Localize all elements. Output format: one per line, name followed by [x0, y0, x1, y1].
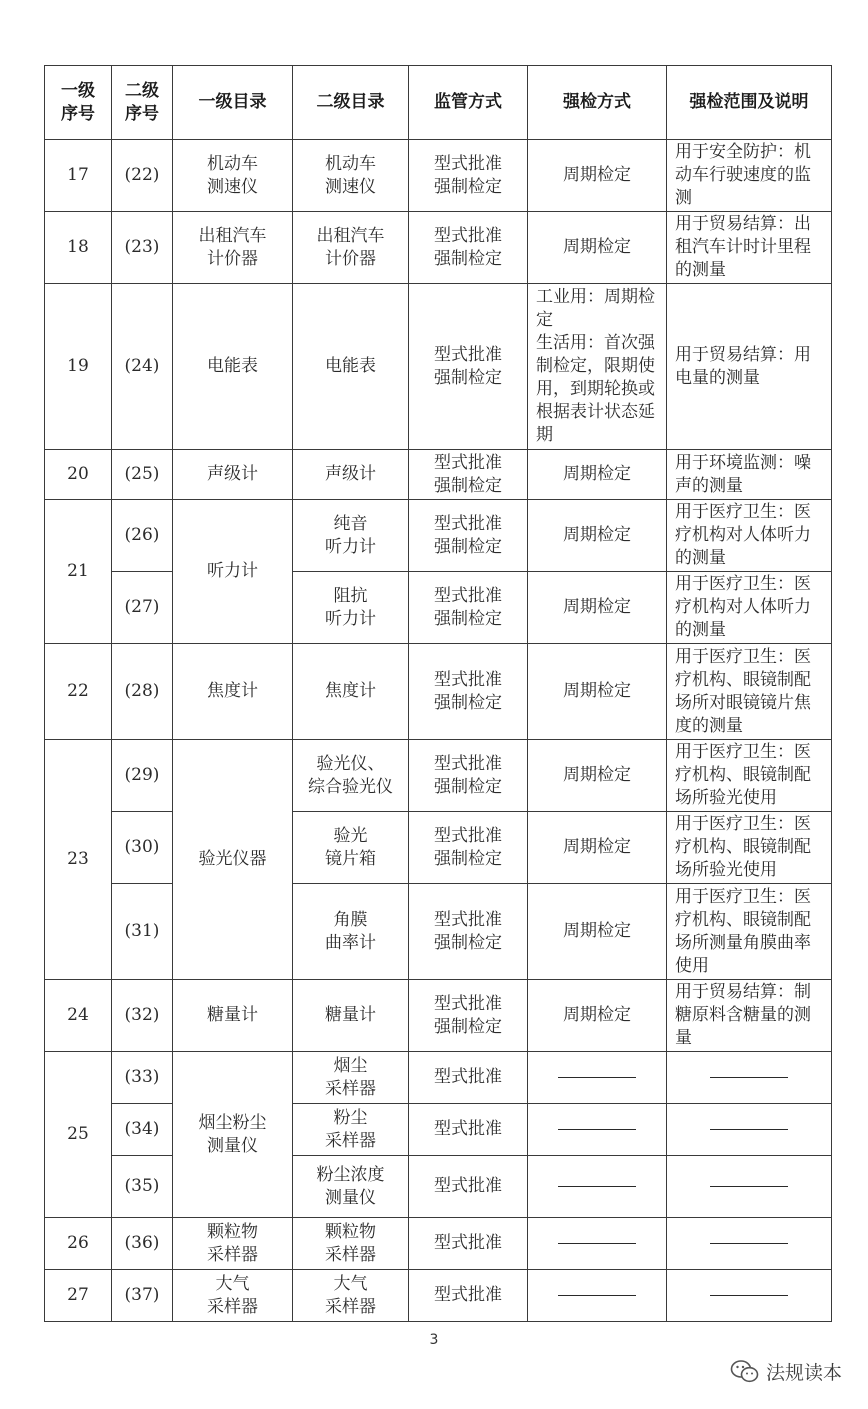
table-row: [45, 1156, 832, 1218]
table-row: [45, 212, 832, 284]
page-number: 3: [429, 1332, 439, 1348]
inspection-method-cell: 周期检定: [528, 980, 667, 1052]
inspection-method-cell: [528, 1270, 667, 1322]
scope-description-cell: [667, 1104, 832, 1156]
supervision-cell: 型式批准 强制检定: [409, 450, 528, 500]
level1-number-cell: 26: [45, 1218, 112, 1270]
level1-catalog-cell: 焦度计: [173, 644, 293, 740]
supervision-cell: 型式批准: [409, 1218, 528, 1270]
level1-number-cell: 19: [45, 284, 112, 450]
dash-line: [710, 1243, 788, 1244]
column-header: 一级 序号: [45, 66, 112, 140]
scope-description-cell: [667, 1052, 832, 1104]
inspection-method-cell: 周期检定: [528, 572, 667, 644]
supervision-cell: 型式批准 强制检定: [409, 740, 528, 812]
table-row: [45, 812, 832, 884]
scope-description-cell: [667, 1270, 832, 1322]
dash-line: [558, 1129, 636, 1130]
level1-number-cell: 24: [45, 980, 112, 1052]
supervision-cell: 型式批准 强制检定: [409, 884, 528, 980]
scope-description-cell: 用于环境监测：噪声的测量: [667, 450, 832, 500]
level2-number-cell: (31): [112, 884, 173, 980]
table-row: [45, 140, 832, 212]
level2-catalog-cell: 糖量计: [293, 980, 409, 1052]
supervision-cell: 型式批准: [409, 1104, 528, 1156]
supervision-cell: 型式批准 强制检定: [409, 500, 528, 572]
watermark-text: 法规读本: [765, 1362, 842, 1384]
scope-description-cell: 用于安全防护：机动车行驶速度的监测: [667, 140, 832, 212]
level2-catalog-cell: 验光 镜片箱: [293, 812, 409, 884]
inspection-method-cell: [528, 1218, 667, 1270]
scope-description-cell: 用于贸易结算：用电量的测量: [667, 284, 832, 450]
table-row: [45, 740, 832, 812]
header-row: [45, 66, 832, 140]
level2-number-cell: (28): [112, 644, 173, 740]
level2-number-cell: (33): [112, 1052, 173, 1104]
level2-number-cell: (25): [112, 450, 173, 500]
level2-number-cell: (29): [112, 740, 173, 812]
column-header: 监管方式: [409, 66, 528, 140]
level2-catalog-cell: 粉尘 采样器: [293, 1104, 409, 1156]
level2-number-cell: (35): [112, 1156, 173, 1218]
table-row: [45, 572, 832, 644]
inspection-method-cell: [528, 1156, 667, 1218]
wechat-icon: [730, 1359, 760, 1385]
table-header: [45, 66, 832, 140]
level2-number-cell: (26): [112, 500, 173, 572]
supervision-cell: 型式批准 强制检定: [409, 644, 528, 740]
level2-number-cell: (37): [112, 1270, 173, 1322]
level1-number-cell: 23: [45, 740, 112, 980]
level2-number-cell: (24): [112, 284, 173, 450]
level1-catalog-cell: 烟尘粉尘 测量仪: [173, 1052, 293, 1218]
level1-catalog-cell: 电能表: [173, 284, 293, 450]
inspection-method-cell: 周期检定: [528, 812, 667, 884]
level2-catalog-cell: 烟尘 采样器: [293, 1052, 409, 1104]
supervision-cell: 型式批准: [409, 1052, 528, 1104]
level1-number-cell: 21: [45, 500, 112, 644]
supervision-cell: 型式批准 强制检定: [409, 980, 528, 1052]
level1-number-cell: 20: [45, 450, 112, 500]
level1-number-cell: 17: [45, 140, 112, 212]
inspection-method-cell: 工业用：周期检定 生活用：首次强制检定，限期使用，到期轮换或根据表计状态延期: [528, 284, 667, 450]
level2-number-cell: (22): [112, 140, 173, 212]
inspection-method-cell: 周期检定: [528, 884, 667, 980]
scope-description-cell: 用于医疗卫生：医疗机构、眼镜制配场所验光使用: [667, 740, 832, 812]
scope-description-cell: 用于医疗卫生：医疗机构、眼镜制配场所对眼镜镜片焦度的测量: [667, 644, 832, 740]
table-row: [45, 1270, 832, 1322]
level1-number-cell: 18: [45, 212, 112, 284]
dash-line: [558, 1243, 636, 1244]
level1-catalog-cell: 听力计: [173, 500, 293, 644]
level1-number-cell: 27: [45, 1270, 112, 1322]
level2-catalog-cell: 纯音 听力计: [293, 500, 409, 572]
supervision-cell: 型式批准 强制检定: [409, 212, 528, 284]
scope-description-cell: 用于贸易结算：出租汽车计时计里程的测量: [667, 212, 832, 284]
level2-catalog-cell: 电能表: [293, 284, 409, 450]
scope-description-cell: 用于医疗卫生：医疗机构对人体听力的测量: [667, 572, 832, 644]
column-header: 强检范围及说明: [667, 66, 832, 140]
scope-description-cell: [667, 1218, 832, 1270]
table-body: [45, 140, 832, 1322]
level1-catalog-cell: 声级计: [173, 450, 293, 500]
table-row: [45, 1104, 832, 1156]
table-row: [45, 500, 832, 572]
supervision-cell: 型式批准: [409, 1156, 528, 1218]
scope-description-cell: 用于医疗卫生：医疗机构、眼镜制配场所验光使用: [667, 812, 832, 884]
level1-number-cell: 25: [45, 1052, 112, 1218]
level2-catalog-cell: 阻抗 听力计: [293, 572, 409, 644]
column-header: 强检方式: [528, 66, 667, 140]
supervision-cell: 型式批准 强制检定: [409, 140, 528, 212]
level2-number-cell: (32): [112, 980, 173, 1052]
column-header: 一级目录: [173, 66, 293, 140]
inspection-method-cell: 周期检定: [528, 500, 667, 572]
level2-catalog-cell: 机动车 测速仪: [293, 140, 409, 212]
dash-line: [710, 1129, 788, 1130]
inspection-method-cell: 周期检定: [528, 140, 667, 212]
dash-line: [558, 1186, 636, 1187]
level1-catalog-cell: 糖量计: [173, 980, 293, 1052]
supervision-cell: 型式批准 强制检定: [409, 812, 528, 884]
level2-number-cell: (36): [112, 1218, 173, 1270]
scope-description-cell: [667, 1156, 832, 1218]
supervision-cell: 型式批准 强制检定: [409, 572, 528, 644]
column-header: 二级目录: [293, 66, 409, 140]
scope-description-cell: 用于贸易结算：制糖原料含糖量的测量: [667, 980, 832, 1052]
column-header: 二级 序号: [112, 66, 173, 140]
dash-line: [558, 1295, 636, 1296]
scope-description-cell: 用于医疗卫生：医疗机构、眼镜制配场所测量角膜曲率使用: [667, 884, 832, 980]
level1-catalog-cell: 机动车 测速仪: [173, 140, 293, 212]
dash-line: [710, 1295, 788, 1296]
level1-catalog-cell: 出租汽车 计价器: [173, 212, 293, 284]
level2-catalog-cell: 焦度计: [293, 644, 409, 740]
level2-number-cell: (34): [112, 1104, 173, 1156]
table-row: [45, 980, 832, 1052]
supervision-cell: 型式批准 强制检定: [409, 284, 528, 450]
level2-number-cell: (27): [112, 572, 173, 644]
table-row: [45, 644, 832, 740]
level1-number-cell: 22: [45, 644, 112, 740]
inspection-method-cell: 周期检定: [528, 212, 667, 284]
dash-line: [710, 1077, 788, 1078]
inspection-method-cell: [528, 1052, 667, 1104]
level1-catalog-cell: 验光仪器: [173, 740, 293, 980]
watermark: [730, 1358, 842, 1385]
inspection-method-cell: [528, 1104, 667, 1156]
table-row: [45, 1218, 832, 1270]
inspection-method-cell: 周期检定: [528, 450, 667, 500]
level2-number-cell: (30): [112, 812, 173, 884]
dash-line: [558, 1077, 636, 1078]
dash-line: [710, 1186, 788, 1187]
level2-catalog-cell: 粉尘浓度 测量仪: [293, 1156, 409, 1218]
table-row: [45, 450, 832, 500]
level1-catalog-cell: 颗粒物 采样器: [173, 1218, 293, 1270]
level2-catalog-cell: 出租汽车 计价器: [293, 212, 409, 284]
scope-description-cell: 用于医疗卫生：医疗机构对人体听力的测量: [667, 500, 832, 572]
level2-catalog-cell: 声级计: [293, 450, 409, 500]
table-row: [45, 284, 832, 450]
table-row: [45, 1052, 832, 1104]
inspection-method-cell: 周期检定: [528, 644, 667, 740]
level2-catalog-cell: 大气 采样器: [293, 1270, 409, 1322]
supervision-cell: 型式批准: [409, 1270, 528, 1322]
catalog-table: [44, 65, 832, 1322]
level2-catalog-cell: 角膜 曲率计: [293, 884, 409, 980]
table-row: [45, 884, 832, 980]
level1-catalog-cell: 大气 采样器: [173, 1270, 293, 1322]
level2-number-cell: (23): [112, 212, 173, 284]
inspection-method-cell: 周期检定: [528, 740, 667, 812]
level2-catalog-cell: 验光仪、 综合验光仪: [293, 740, 409, 812]
level2-catalog-cell: 颗粒物 采样器: [293, 1218, 409, 1270]
